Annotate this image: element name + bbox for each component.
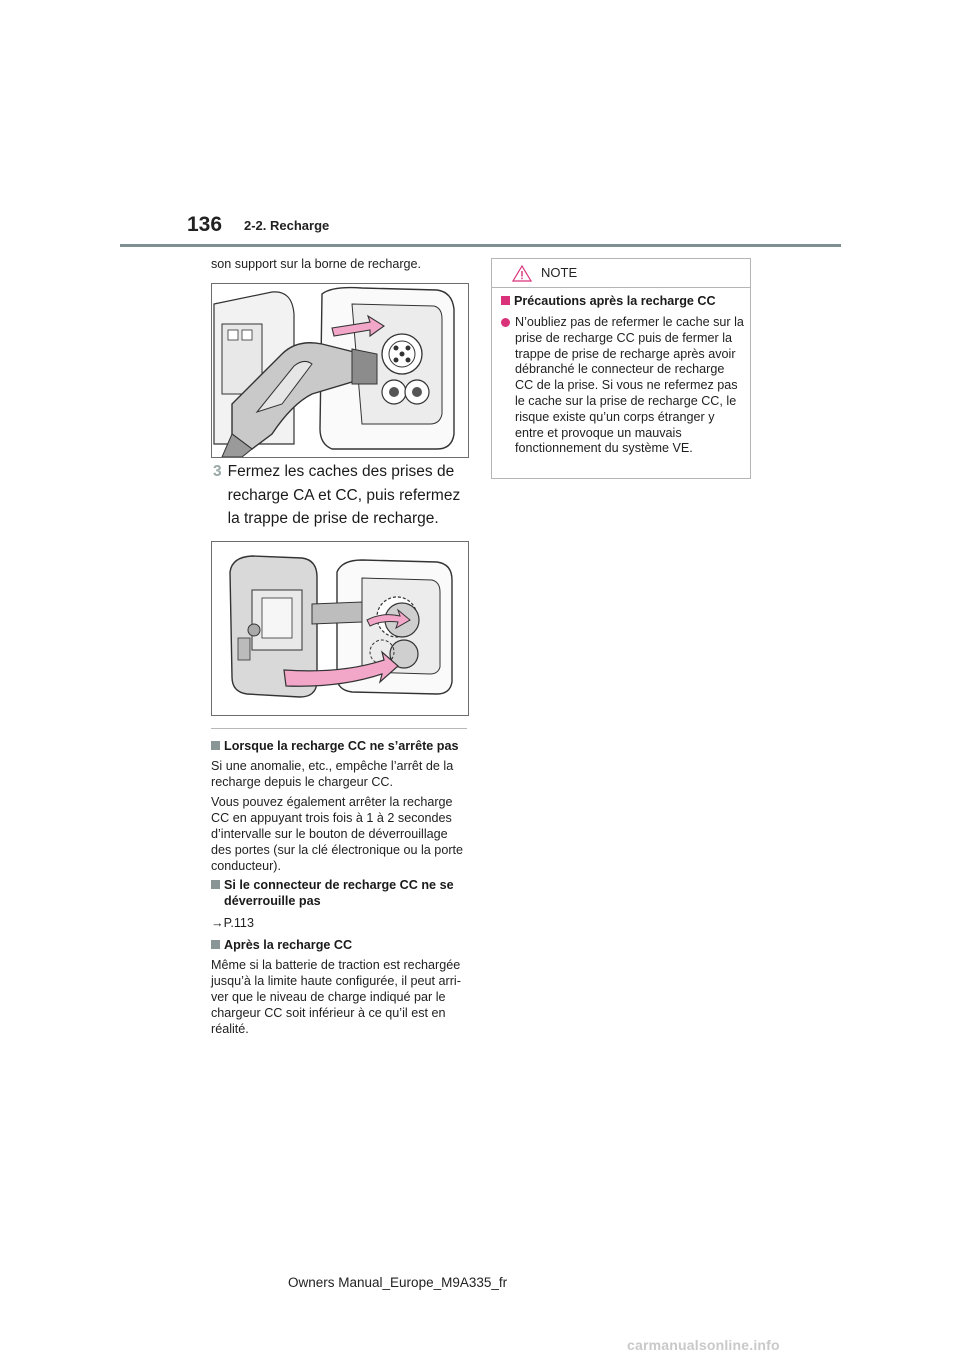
note-item: N’oubliez pas de refermer le cache sur la prise de recharge CC puis de fermer la trappe de prise de recharge après avoir débranché le connecteur de recharge CC de la prise. Si vous ne refermez pas le cache sur la prise de recharge CC, le risque existe qu’un corps étranger y entre et provoque un mauvais fonctionnement du système VE. [501,315,745,457]
illustration-close-covers [211,541,469,716]
footer-text: Owners Manual_Europe_M9A335_fr [288,1275,508,1290]
info-section-dc-not-stopping [211,738,469,874]
page-number: 136 [187,213,223,236]
illustration-disconnect-connector [211,283,469,458]
section-title: 2-2. Recharge [244,218,330,233]
info-paragraph: Vous pouvez également arrêter la recharge CC en appuyant trois fois à 1 à 2 secondes d’intervalle sur le bouton de déverrouillage des portes (sur la clé électronique ou la porte conducteur). [211,795,464,873]
square-bullet-icon [501,296,510,305]
square-bullet-icon [211,880,220,889]
info-paragraph: Si une anomalie, etc., empêche l’arrêt de la recharge depuis le chargeur CC. [211,759,454,789]
note-box [491,258,751,479]
round-bullet-icon [501,318,510,327]
note-heading: Précautions après la recharge CC [501,293,745,309]
header-rule [120,244,841,247]
square-bullet-icon [211,940,220,949]
intro-text: son support sur la borne de recharge. [211,257,422,271]
page-reference-link[interactable]: →P.113 [211,916,254,930]
note-title-bar [492,259,750,288]
watermark: carmanualsonline.info [627,1337,780,1353]
step-number: 3 [213,463,222,480]
warning-triangle-icon [512,265,532,282]
note-title: NOTE [541,265,578,280]
note-body [501,293,745,457]
section-separator [211,728,467,729]
step-text: Fermez les caches des prises de recharge CA et CC, puis refermez la trappe de prise de recharge. [227,463,461,527]
info-paragraph: Même si la batterie de traction est rechargée jusqu’à la limite haute configurée, il peut arri- ver que le niveau de charge indiqué par le chargeur CC soit inférieur à ce qu’il est en réalité. [211,958,461,1036]
info-section-after-dc [211,937,469,1037]
square-bullet-icon [211,741,220,750]
info-section-dc-not-unlocking [211,877,469,931]
info-heading: Si le connecteur de recharge CC ne se déverrouille pas [211,877,469,909]
info-heading: Lorsque la recharge CC ne s’arrête pas [211,738,469,754]
step-3 [213,460,469,531]
info-heading: Après la recharge CC [211,937,469,953]
